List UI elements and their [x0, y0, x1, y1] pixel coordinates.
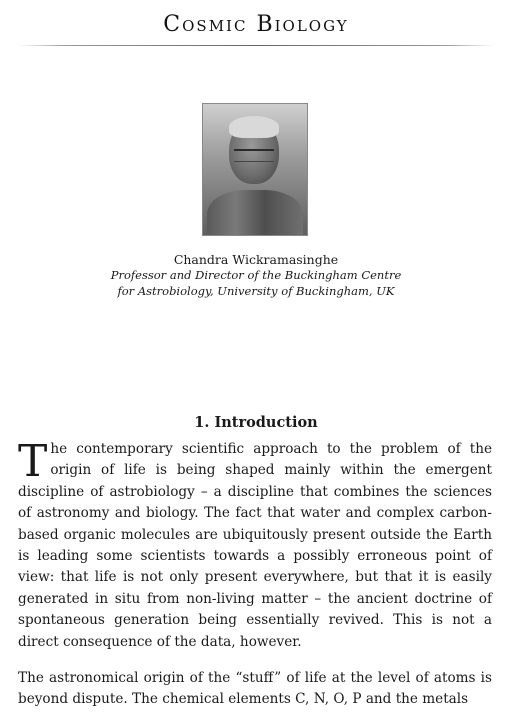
author-affiliation-line1: Professor and Director of the Buckingham Centre [110, 268, 402, 282]
section-heading: 1. Introduction [194, 414, 318, 431]
body-paragraph-1 [18, 436, 492, 653]
body-paragraph-2: The astronomical origin of the “stuff” of life at the level of atoms is beyond dispute. The chemical elements C, N, O, P and the metals [18, 670, 492, 708]
author-photo [202, 103, 308, 236]
author-affiliation-line2: for Astrobiology, University of Buckingham, UK [117, 284, 395, 298]
title-divider [18, 45, 494, 46]
author-name: Chandra Wickramasinghe [173, 252, 339, 267]
paragraph-1-text: he contemporary scientific approach to the problem of the origin of life is being shaped mainly within the emergent discipline of astrobiology – a discipline that combines the sciences of astronomy and biology. The fact that water and complex carbon-based organic molecules are ubiquitously present outside the Earth is leading some scientists towards a possibly erroneous point of view: that life is not only present everywhere, but that it is easily generated in situ from non-living matter – the ancient doctrine of spontaneous generation being essentially revived. This is not a direct consequence of the data, however. [18, 441, 492, 650]
page-title: Cosmic Biology [163, 12, 349, 37]
drop-cap: T [18, 436, 48, 487]
